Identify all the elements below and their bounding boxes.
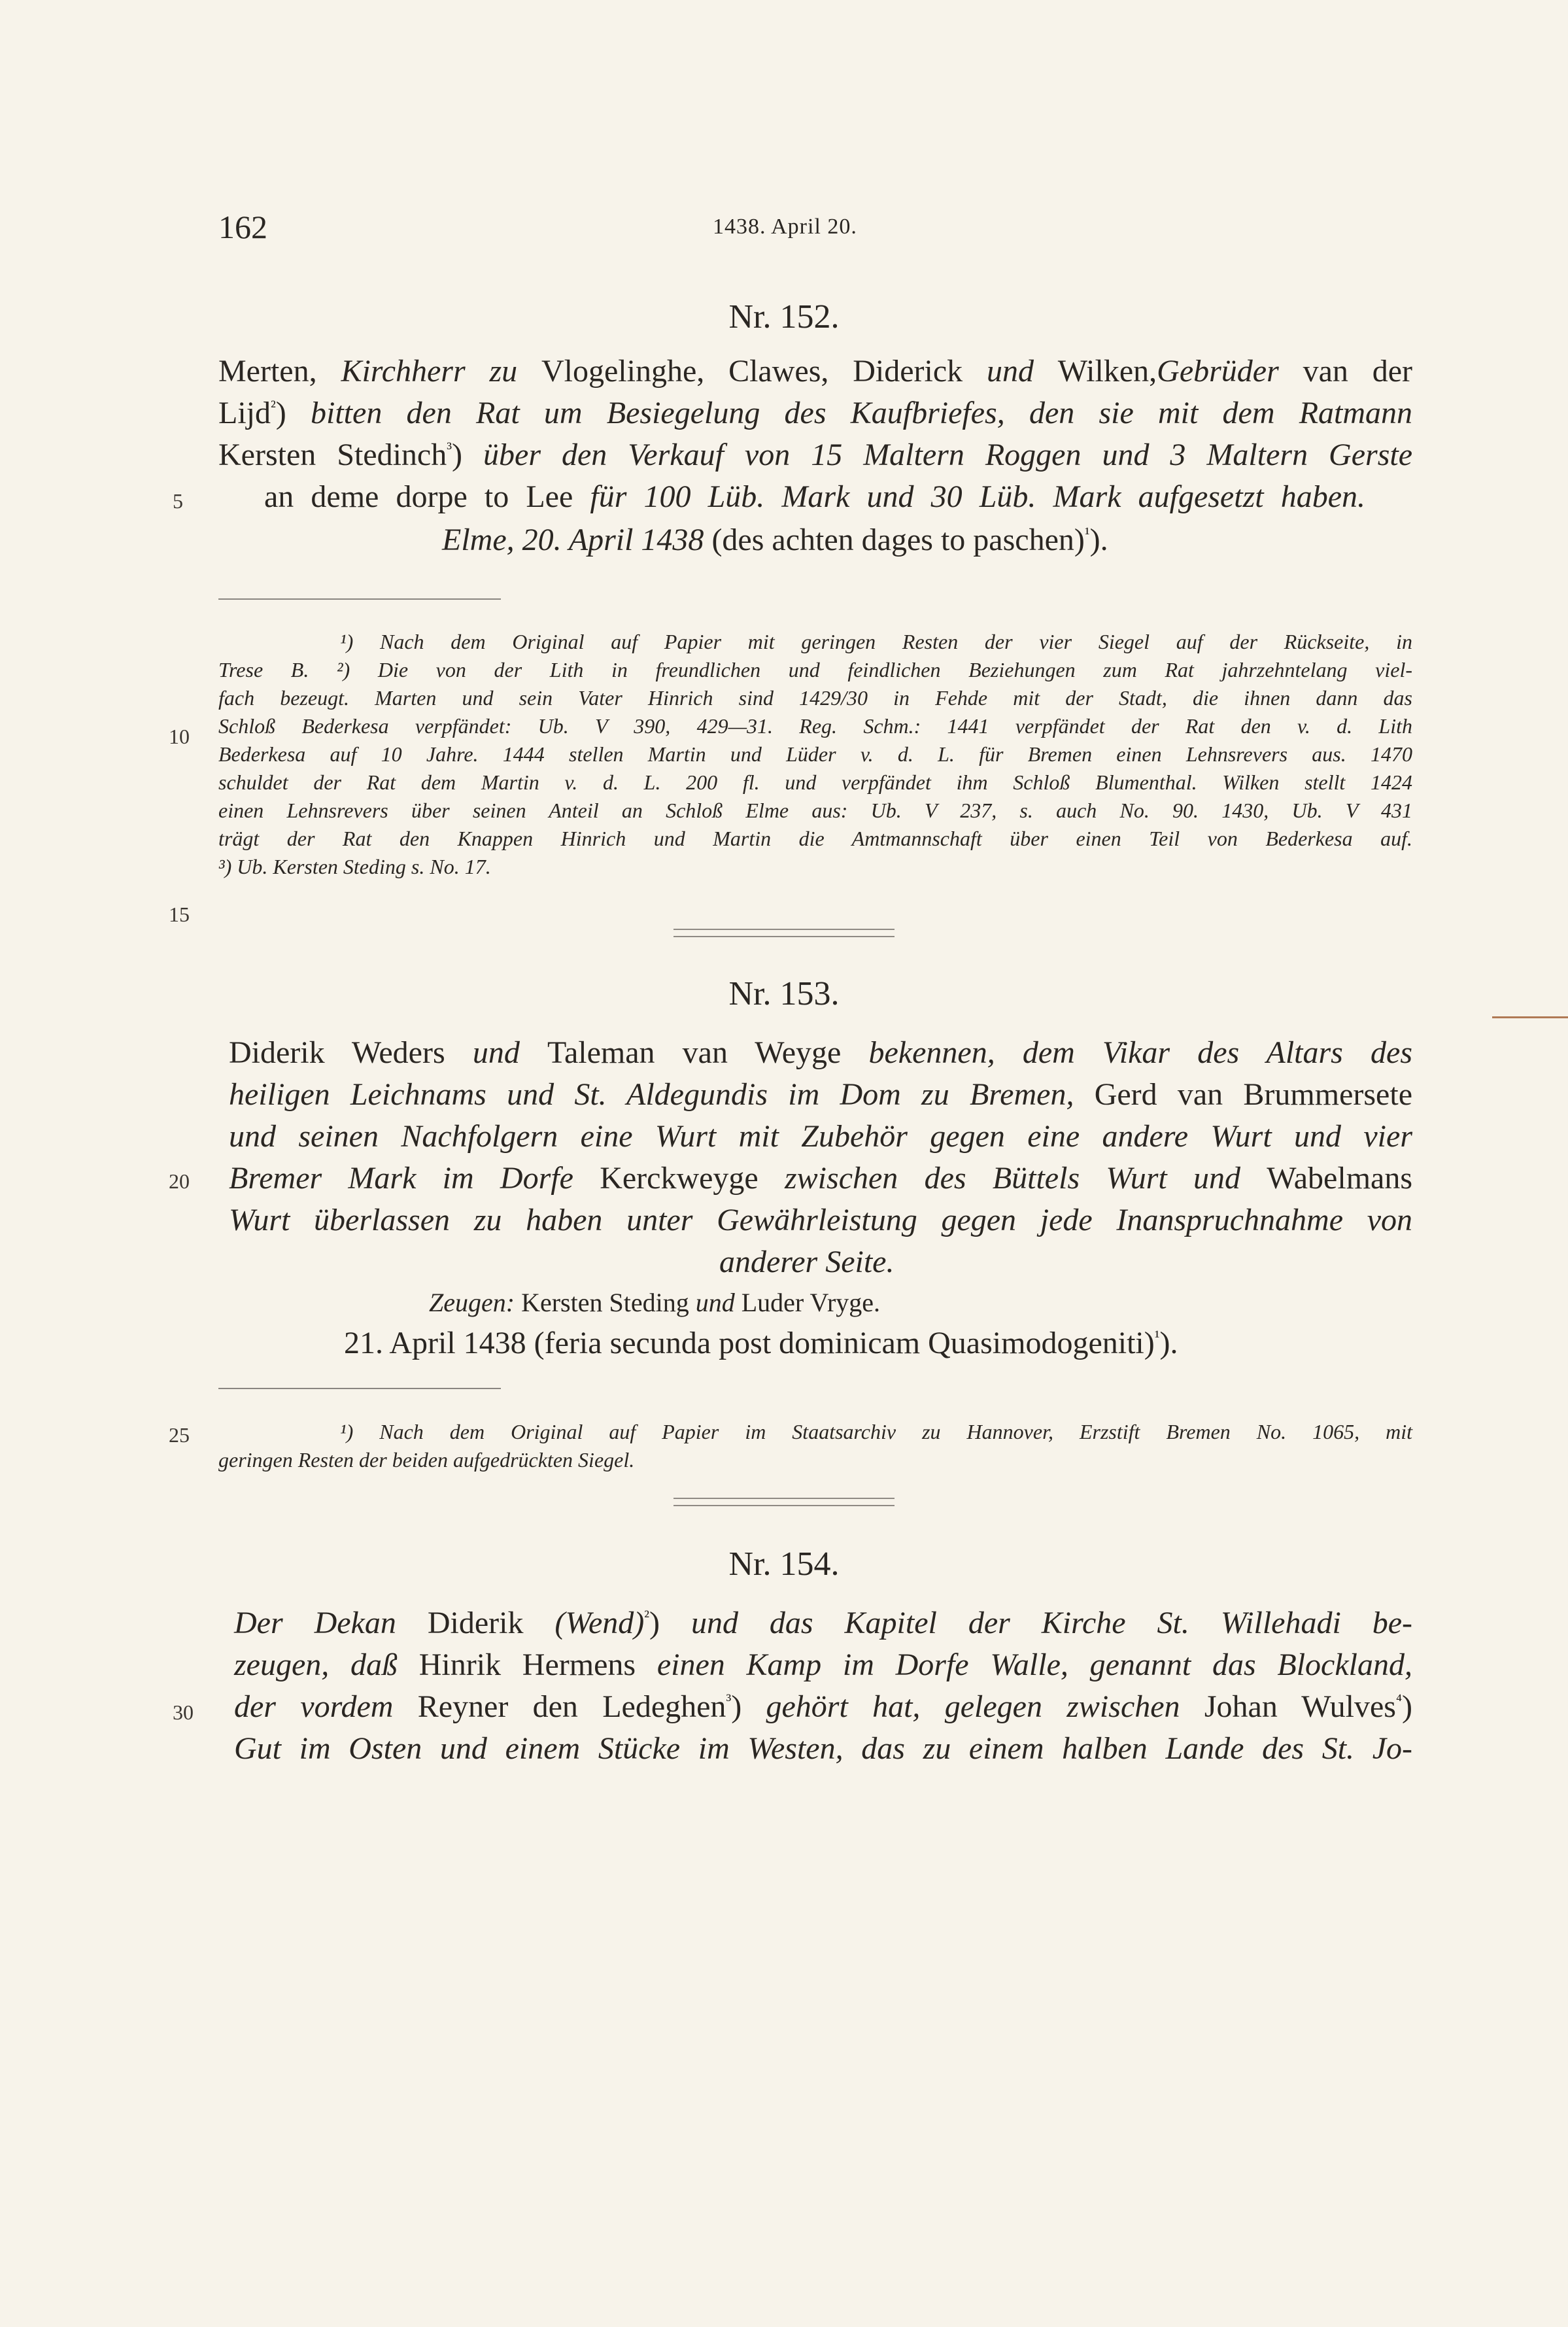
text-run: ) <box>275 396 311 430</box>
regest-line <box>229 1158 1412 1199</box>
line-number: 15 <box>169 903 190 926</box>
regest-line <box>218 434 1412 476</box>
text-run: und das Kapitel der Kirche St. Willehadi be- <box>690 1606 1413 1640</box>
witnesses-line <box>429 1282 880 1324</box>
regest-line <box>234 1728 1412 1770</box>
regest-line <box>229 1074 1412 1116</box>
footnote-line: trägt der Rat den Knappen Hinrich und Martin die Amtmannschaft über einen Teil von Bederkesa auf. <box>218 827 1412 850</box>
text-run: (des achten dages to paschen) <box>711 523 1085 557</box>
text-run: für 100 Lüb. Mark und 30 Lüb. Mark aufgesetzt haben. <box>590 479 1366 514</box>
regest-line <box>218 351 1412 392</box>
text-run: ) <box>731 1689 766 1724</box>
text-run: Luder Vryge. <box>741 1288 881 1317</box>
text-run: und <box>986 354 1058 388</box>
text-run: 21. April 1438 (feria secunda post dominicam Quasimodogeniti) <box>344 1326 1155 1360</box>
footnote-line: Trese B. ²) Die von der Lith in freundlichen und feindlichen Beziehungen zum Rat jahrzehntelang viel- <box>218 658 1412 681</box>
text-run: ). <box>1159 1326 1178 1360</box>
document-number-153: Nr. 153. <box>728 975 840 1012</box>
footnote-line: geringen Resten der beiden aufgedrückten Siegel. <box>218 1448 635 1472</box>
text-run: Zeugen: <box>429 1288 522 1317</box>
text-run: an deme dorpe to Lee <box>264 479 590 514</box>
text-run: Wurt überlassen zu haben unter Gewährleistung gegen jede Inanspruchnahme von <box>229 1203 1412 1237</box>
line-number: 5 <box>173 489 183 513</box>
date-line <box>442 519 1108 561</box>
text-run: gehört hat, gelegen zwischen <box>766 1689 1204 1724</box>
text-run: ) <box>649 1606 691 1640</box>
text-run: der vordem <box>234 1689 418 1724</box>
footnote-line: schuldet der Rat dem Martin v. d. L. 200 fl. und verpfändet ihm Schloß Blumenthal. Wilken stellt 1424 <box>218 770 1412 794</box>
date-line <box>344 1322 1178 1364</box>
text-run: Gebrüder <box>1157 354 1303 388</box>
text-run: van der <box>1303 354 1413 388</box>
text-run: Johan Wulves <box>1204 1689 1396 1724</box>
running-head: 1438. April 20. <box>713 215 857 239</box>
text-run: ) <box>1402 1689 1413 1724</box>
text-run: und <box>695 1288 741 1317</box>
text-run: bitten den Rat um Besiegelung des Kaufbriefes, den sie mit dem Ratmann <box>311 396 1413 430</box>
regest-line <box>229 1116 1412 1158</box>
regest-line <box>218 392 1412 434</box>
note-marker: ² <box>644 1607 650 1626</box>
text-run: Diderik Weders <box>229 1035 473 1070</box>
note-marker: ³ <box>726 1691 732 1710</box>
text-run: bekennen, dem Vikar des Altars des <box>868 1035 1412 1070</box>
note-marker: ³ <box>447 439 452 458</box>
page-number: 162 <box>218 209 267 245</box>
edge-mark <box>1492 1016 1568 1018</box>
text-run: und <box>472 1035 547 1070</box>
text-run: zeugen, daß <box>234 1647 419 1682</box>
regest-line <box>264 476 1365 518</box>
text-run: Kersten Stedinch <box>218 438 447 472</box>
section-divider <box>673 1498 895 1506</box>
text-run: Gut im Osten und einem Stücke im Westen, das zu einem halben Lande des St. Jo- <box>234 1731 1412 1766</box>
text-run: Reyner den Ledeghen <box>417 1689 726 1724</box>
text-run: zwischen des Büttels Wurt und <box>784 1161 1267 1196</box>
text-run: Kirchherr zu <box>341 354 541 388</box>
footnote-line: fach bezeugt. Marten und sein Vater Hinrich sind 1429/30 in Fehde mit der Stadt, die ihnen dann das <box>218 686 1412 710</box>
text-run: Bremer Mark im Dorfe <box>229 1161 600 1196</box>
text-run: Vlogelinghe, Clawes, Diderick <box>541 354 987 388</box>
text-run: Kersten Steding <box>521 1288 696 1317</box>
text-run: Lijd <box>218 396 271 430</box>
text-run: und seinen Nachfolgern eine Wurt mit Zubehör gegen eine andere Wurt und vier <box>229 1119 1412 1154</box>
document-number-154: Nr. 154. <box>728 1545 840 1583</box>
note-marker: ¹ <box>1084 524 1090 543</box>
regest-line <box>234 1644 1412 1686</box>
text-run: Merten, <box>218 354 341 388</box>
text-run: Kerckweyge <box>600 1161 785 1196</box>
text-run: Der Dekan <box>234 1606 428 1640</box>
line-number: 10 <box>169 725 190 748</box>
note-marker: ² <box>271 397 276 416</box>
line-number: 30 <box>173 1700 194 1724</box>
line-number: 25 <box>169 1423 190 1447</box>
text-run: heiligen Leichnams und St. Aldegundis im Dom zu Bremen, <box>229 1077 1095 1112</box>
text-run: Elme, 20. April 1438 <box>442 523 712 557</box>
footnote-line: Schloß Bederkesa verpfändet: Ub. V 390, 429—31. Reg. Schm.: 1441 verpfändet der Rat den v. d. Lith <box>218 714 1412 738</box>
regest-line <box>234 1686 1412 1728</box>
footnote-line: einen Lehnsrevers über seinen Anteil an Schloß Elme aus: Ub. V 237, s. auch No. 90. 1430, Ub. V 431 <box>218 799 1412 822</box>
text-run: ) <box>452 438 484 472</box>
footnote-separator <box>218 598 501 600</box>
text-run: über den Verkauf von 15 Maltern Roggen und 3 Maltern Gerste <box>483 438 1413 472</box>
footnote-separator <box>218 1388 501 1389</box>
text-run: ). <box>1089 523 1108 557</box>
text-run: Diderik <box>427 1606 555 1640</box>
text-run: Hinrik Hermens <box>418 1647 657 1682</box>
footnote-line: ¹) Nach dem Original auf Papier mit geringen Resten der vier Siegel auf der Rückseite, in <box>340 630 1412 653</box>
footnote-line: Bederkesa auf 10 Jahre. 1444 stellen Martin und Lüder v. d. L. für Bremen einen Lehnsrevers aus. 1470 <box>218 742 1412 766</box>
footnote-line: ³) Ub. Kersten Steding s. No. 17. <box>218 855 491 878</box>
text-run: Wabelmans <box>1267 1161 1413 1196</box>
note-marker: ¹ <box>1154 1327 1160 1346</box>
note-marker: ⁴ <box>1395 1691 1403 1710</box>
text-run: anderer Seite. <box>719 1245 895 1279</box>
document-number-152: Nr. 152. <box>728 298 840 336</box>
regest-line <box>229 1032 1412 1074</box>
line-number: 20 <box>169 1169 190 1193</box>
regest-line <box>234 1602 1412 1644</box>
text-run: Wilken, <box>1057 354 1157 388</box>
text-run: (Wend) <box>554 1606 645 1640</box>
footnote-line: ¹) Nach dem Original auf Papier im Staatsarchiv zu Hannover, Erzstift Bremen No. 1065, mit <box>340 1420 1412 1443</box>
text-run: Taleman van Weyge <box>547 1035 869 1070</box>
regest-line <box>719 1241 894 1283</box>
section-divider <box>673 929 895 937</box>
text-run: einen Kamp im Dorfe Walle, genannt das Blockland, <box>656 1647 1412 1682</box>
text-run: Gerd van Brummersete <box>1094 1077 1413 1112</box>
regest-line <box>229 1199 1412 1241</box>
